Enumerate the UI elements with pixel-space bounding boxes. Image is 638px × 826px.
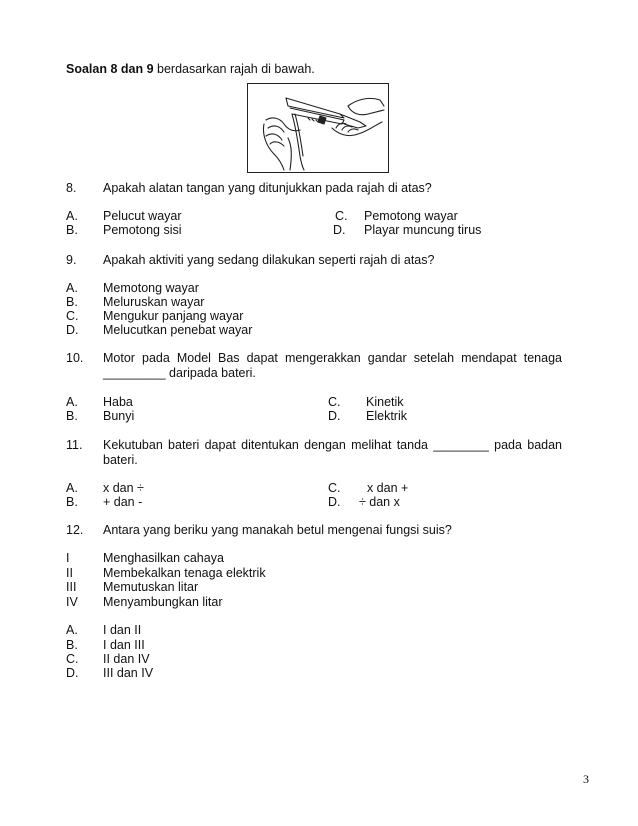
q12-statement-2-text: Membekalkan tenaga elektrik [103, 566, 266, 580]
q11-option-b-letter: B. [66, 495, 78, 509]
question-12-number: 12. [66, 523, 84, 537]
question-9-text: Apakah aktiviti yang sedang dilakukan seperti rajah di atas? [103, 253, 435, 267]
q11-option-a-letter: A. [66, 481, 78, 495]
intro-line [66, 62, 315, 76]
q9-option-a-text: Memotong wayar [103, 281, 199, 295]
q10-option-c-text: Kinetik [366, 395, 404, 409]
q11-option-b-text: + dan - [103, 495, 143, 509]
question-9-number: 9. [66, 253, 77, 267]
question-11-text-line1: Kekutuban bateri dapat ditentukan dengan melihat tanda ________ pada badan [103, 438, 562, 452]
intro-bold: Soalan 8 dan 9 [66, 62, 154, 76]
q10-option-d-text: Elektrik [366, 409, 407, 423]
q10-option-a-text: Haba [103, 395, 133, 409]
question-8-text: Apakah alatan tangan yang ditunjukkan pada rajah di atas? [103, 181, 432, 195]
q11-option-a-text: x dan ÷ [103, 481, 144, 495]
q11-option-c-letter: C. [328, 481, 341, 495]
q12-option-c-letter: C. [66, 652, 79, 666]
q8-option-d-letter: D. [333, 223, 346, 237]
q9-option-d-text: Melucutkan penebat wayar [103, 323, 253, 337]
hands-pliers-illustration [248, 84, 388, 172]
q10-option-b-text: Bunyi [103, 409, 135, 423]
q12-statement-3-roman: III [66, 580, 77, 594]
q8-option-d-text: Playar muncung tirus [364, 223, 482, 237]
q9-option-a-letter: A. [66, 281, 78, 295]
q12-statement-2-roman: II [66, 566, 73, 580]
q12-option-b-letter: B. [66, 638, 78, 652]
q12-option-c-text: II dan IV [103, 652, 150, 666]
q10-option-c-letter: C. [328, 395, 341, 409]
intro-rest: berdasarkan rajah di bawah. [153, 62, 315, 76]
question-10-text-line1: Motor pada Model Bas dapat mengerakkan gandar setelah mendapat tenaga [103, 351, 562, 365]
q8-option-c-text: Pemotong wayar [364, 209, 458, 223]
q11-option-d-letter: D. [328, 495, 341, 509]
q12-option-a-letter: A. [66, 623, 78, 637]
q8-option-b-text: Pemotong sisi [103, 223, 182, 237]
q12-option-d-letter: D. [66, 666, 79, 680]
q8-option-c-letter: C. [335, 209, 348, 223]
q9-option-d-letter: D. [66, 323, 79, 337]
q10-option-a-letter: A. [66, 395, 78, 409]
figure-wire-stripping [247, 83, 389, 173]
q9-option-b-text: Meluruskan wayar [103, 295, 205, 309]
q9-option-c-letter: C. [66, 309, 79, 323]
q11-option-c-text: x dan + [360, 481, 409, 495]
question-10-number: 10. [66, 351, 84, 365]
q8-option-a-letter: A. [66, 209, 78, 223]
question-12-text: Antara yang beriku yang manakah betul mengenai fungsi suis? [103, 523, 452, 537]
q12-option-a-text: I dan II [103, 623, 142, 637]
q9-option-c-text: Mengukur panjang wayar [103, 309, 244, 323]
q12-statement-1-roman: I [66, 551, 70, 565]
q10-option-b-letter: B. [66, 409, 78, 423]
q12-statement-1-text: Menghasilkan cahaya [103, 551, 224, 565]
q12-option-b-text: I dan III [103, 638, 145, 652]
q8-option-b-letter: B. [66, 223, 78, 237]
q12-statement-4-roman: IV [66, 595, 78, 609]
q12-statement-3-text: Memutuskan litar [103, 580, 199, 594]
page-number: 3 [583, 772, 589, 786]
q10-option-d-letter: D. [328, 409, 341, 423]
q12-option-d-text: III dan IV [103, 666, 154, 680]
q12-statement-4-text: Menyambungkan litar [103, 595, 223, 609]
question-11-text-line2: bateri. [103, 453, 138, 467]
q9-option-b-letter: B. [66, 295, 78, 309]
q11-option-d-text: ÷ dan x [352, 495, 400, 509]
question-11-number: 11. [66, 438, 83, 452]
question-10-text-line2: _________ daripada bateri. [103, 366, 256, 380]
q8-option-a-text: Pelucut wayar [103, 209, 182, 223]
question-8-number: 8. [66, 181, 77, 195]
